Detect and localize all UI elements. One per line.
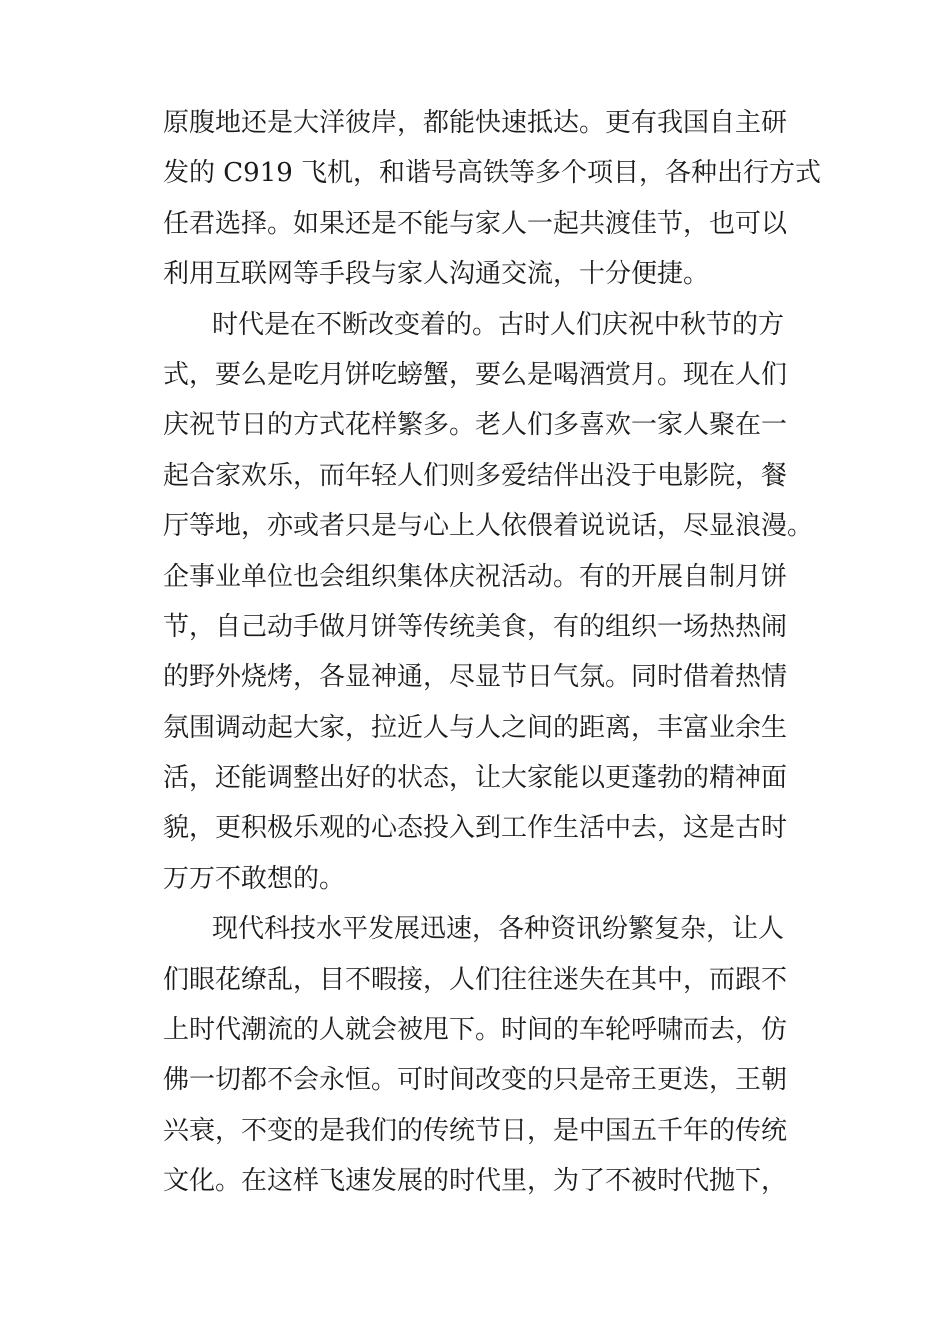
text-line: 万万不敢想的。 <box>163 863 346 894</box>
paragraph-2 <box>163 300 814 905</box>
text-line: 起合家欢乐，而年轻人们则多爱结伴出没于电影院，餐 <box>163 460 788 491</box>
paragraph-3 <box>163 904 803 1206</box>
text-line: 氛围调动起大家，拉近人与人之间的距离，丰富业余生 <box>163 712 788 743</box>
text-line: 节，自己动手做月饼等传统美食，有的组织一场热热闹 <box>163 611 788 642</box>
text-line: 的野外烧烤，各显神通，尽显节日气氛。同时借着热情 <box>163 662 788 693</box>
text-line: 企事业单位也会组织集体庆祝活动。有的开展自制月饼 <box>163 561 788 592</box>
text-line: 厅等地，亦或者只是与心上人依偎着说说话，尽显浪漫。 <box>163 511 814 542</box>
text-line: 时代是在不断改变着的。古时人们庆祝中秋节的方 <box>212 309 785 340</box>
text-line: 现代科技水平发展迅速，各种资讯纷繁复杂，让人 <box>212 914 785 945</box>
text-line: 们眼花缭乱，目不暇接，人们往往迷失在其中，而跟不 <box>163 964 788 995</box>
document-body <box>163 98 822 1207</box>
text-line: 式，要么是吃月饼吃螃蟹，要么是喝酒赏月。现在人们 <box>163 359 788 390</box>
text-line: 庆祝节日的方式花样繁多。老人们多喜欢一家人聚在一 <box>163 410 788 441</box>
text-line: 利用互联网等手段与家人沟通交流，十分便捷。 <box>163 259 710 290</box>
text-line: 兴衰，不变的是我们的传统节日，是中国五千年的传统 <box>163 1115 788 1146</box>
text-line: 佛一切都不会永恒。可时间改变的只是帝王更迭，王朝 <box>163 1065 788 1096</box>
text-line: 文化。在这样飞速发展的时代里，为了不被时代抛下， <box>163 1166 788 1197</box>
text-line: 上时代潮流的人就会被甩下。时间的车轮呼啸而去，仿 <box>163 1015 788 1046</box>
paragraph-1 <box>163 98 822 300</box>
text-line: 貌，更积极乐观的心态投入到工作生活中去，这是古时 <box>163 813 788 844</box>
text-line: 原腹地还是大洋彼岸，都能快速抵达。更有我国自主研 <box>163 108 788 138</box>
text-line: 发的 C919 飞机，和谐号高铁等多个项目，各种出行方式 <box>163 158 822 189</box>
text-line: 活，还能调整出好的状态，让大家能以更蓬勃的精神面 <box>163 763 788 794</box>
text-line: 任君选择。如果还是不能与家人一起共渡佳节，也可以 <box>163 208 788 239</box>
